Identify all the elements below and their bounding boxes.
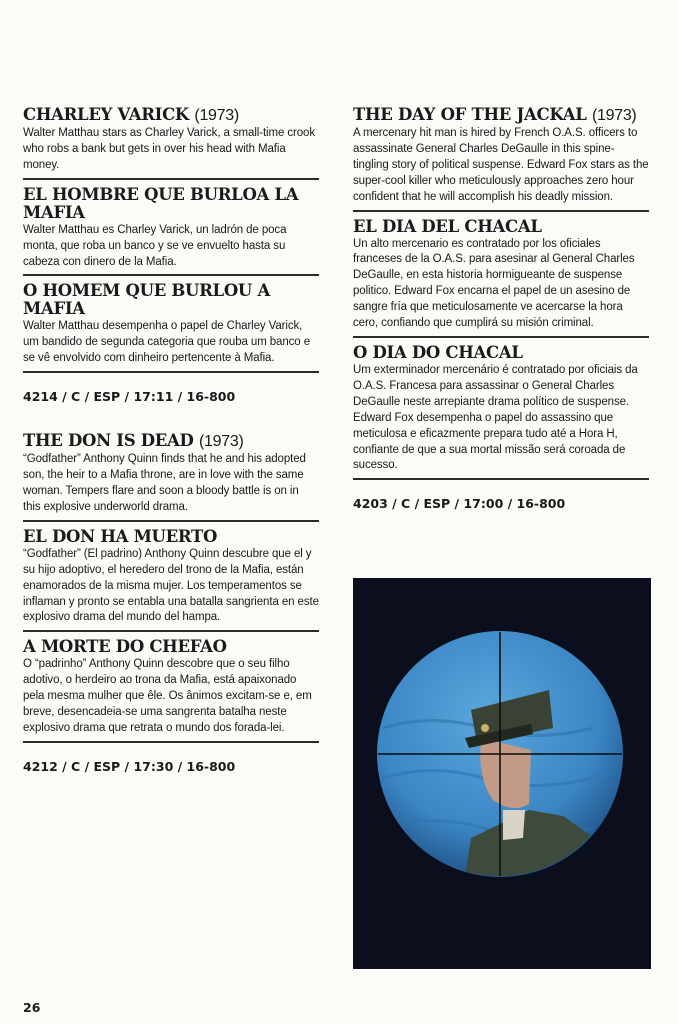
film-title: EL DIA DEL CHACAL [353, 216, 542, 236]
film-title: A MORTE DO CHEFAO [23, 637, 227, 657]
title-text: THE DAY OF THE JACKAL [353, 105, 587, 124]
film-entry-morte-chefao [23, 638, 319, 743]
film-entry-dia-chacal-pt [353, 344, 649, 480]
film-entry-dia-chacal-es [353, 218, 649, 338]
film-entry-charley-varick [23, 106, 319, 180]
film-entry-don-is-dead [23, 432, 319, 522]
film-description: “Godfather” Anthony Quinn finds that he and his adopted son, the heir to a Mafia throne, are in love with the same woman. Tempers flare and soon a bloody battle is on in this explosive underworld drama. [23, 453, 306, 513]
film-entry-don-muerto [23, 528, 319, 633]
film-title [23, 106, 319, 125]
film-title [23, 432, 319, 451]
catalog-code: 4214 / C / ESP / 17:11 / 16-800 [23, 389, 236, 405]
rifle-scope-photo [353, 578, 651, 969]
film-description: Um exterminador mercenário é contratado por oficiais da O.A.S. Francesa para assassinar o General Charles DeGaulle neste arrepiante drama político de suspense. Edward Fox desempenha o papel do assassino que meticulosa e eficazmente prepara tudo até a Hora H, confiante de que a sua mortal missão será coroada de sucesso. [353, 363, 638, 472]
title-text: CHARLEY VARICK [23, 105, 189, 124]
film-year: (1973) [592, 107, 637, 124]
film-description: Walter Matthau desempenha o papel de Charley Varick, um bandido de segunda categoria que rouba um banco e se vê envolvido com dinheiro pertencente à Mafia. [23, 320, 310, 365]
film-title [353, 106, 649, 125]
film-description: Walter Matthau es Charley Varick, un ladrón de poca monta, que roba un banco y se ve envuelto hasta su cabeza con dinero de la Mafia. [23, 223, 287, 268]
film-title: O DIA DO CHACAL [353, 342, 523, 362]
film-title: O HOMEM QUE BURLOU A MAFIA [23, 281, 270, 319]
film-title: EL DON HA MUERTO [23, 526, 218, 546]
scope-illustration [353, 578, 651, 969]
right-column [353, 106, 649, 511]
film-entry-hombre [23, 186, 319, 277]
film-description: “Godfather” (El padrino) Anthony Quinn descubre que el y su hijo adoptivo, el heredero del trono de la Mafia, están enamorados de la misma mujer. Los temperamentos se inflaman y pronto se entabla una batalla sangrienta en este explosivo drama del mundo del hampa. [23, 547, 319, 624]
catalog-code: 4203 / C / ESP / 17:00 / 16-800 [353, 496, 566, 512]
film-year: (1973) [194, 107, 239, 124]
film-entry-day-of-jackal [353, 106, 649, 212]
film-description: Un alto mercenario es contratado por los oficiales franceses de la O.A.S. para asesinar al General Charles DeGaulle, en esta historia hormigueante de suspense politico. Edward Fox encarna el papel de un asesino de sangre fría que meticulosamente ve acercarse la hora cero, confiando que cumplirá su misión criminal. [353, 237, 635, 330]
film-description: Walter Matthau stars as Charley Varick, a small-time crook who robs a bank but gets in over his head with Mafia money. [23, 127, 316, 171]
film-year: (1973) [199, 433, 244, 451]
title-text: THE DON IS DEAD [23, 431, 194, 451]
page-number: 26 [23, 1000, 41, 1015]
film-description: A mercenary hit man is hired by French O.A.S. officers to assassinate General Charles DeGaulle in this spine-tingling story of political suspense. Edward Fox stars as the super-cool killer who meticulously approaches zero hour confident that he will accomplish his deadly mission. [353, 127, 649, 203]
film-description: O “padrinho” Anthony Quinn descobre que o seu filho adotivo, o herdeiro ao trona da Mafia, está apaixonado pela mesma mulher que êle. Os ânimos excitam-se e, em breve, desencadeia-se uma sangrenta batalha neste explosivo drama que retrata o mundo dos forada-lei. [23, 658, 312, 734]
film-entry-homem [23, 282, 319, 373]
left-column [23, 106, 319, 774]
catalog-code: 4212 / C / ESP / 17:30 / 16-800 [23, 758, 236, 774]
film-title: EL HOMBRE QUE BURLOA LA MAFIA [23, 184, 299, 222]
